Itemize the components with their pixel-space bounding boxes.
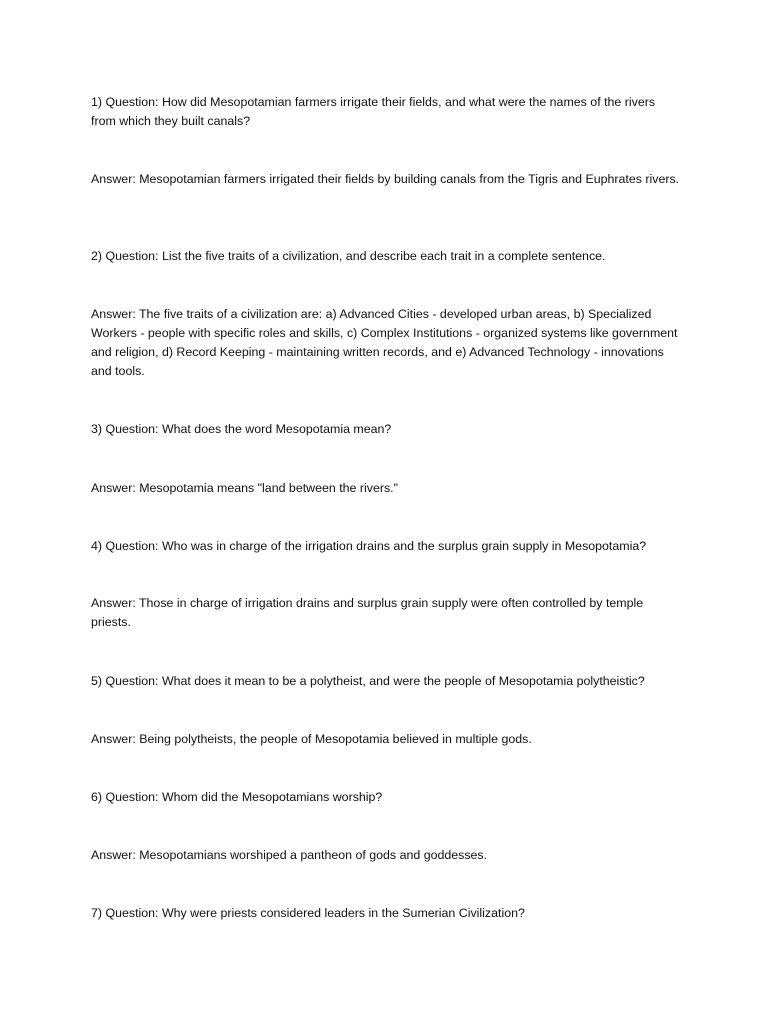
question-5-text: 5) Question: What does it mean to be a polytheist, and were the people of Mesopotamia polytheistic? [91,674,645,688]
answer-3-text: Answer: Mesopotamia means "land between the rivers." [91,481,399,495]
question-3-text: 3) Question: What does the word Mesopotamia mean? [91,422,392,436]
question-2-text: 2) Question: List the five traits of a civilization, and describe each trait in a complete sentence. [91,249,606,263]
question-7-text: 7) Question: Why were priests considered leaders in the Sumerian Civilization? [91,906,525,920]
answer-6-text: Answer: Mesopotamians worshiped a pantheon of gods and goddesses. [91,848,488,862]
answer-4-text: Answer: Those in charge of irrigation drains and surplus grain supply were often controlled by temple priests. [91,596,644,629]
answer-5-text: Answer: Being polytheists, the people of Mesopotamia believed in multiple gods. [91,732,532,746]
question-1-text: 1) Question: How did Mesopotamian farmers irrigate their fields, and what were the names of the rivers from which they built canals? [91,95,656,128]
answer-1-text: Answer: Mesopotamian farmers irrigated their fields by building canals from the Tigris and Euphrates rivers. [91,172,680,186]
question-4-text: 4) Question: Who was in charge of the irrigation drains and the surplus grain supply in Mesopotamia? [91,539,647,553]
answer-2-text: Answer: The five traits of a civilization are: a) Advanced Cities - developed urban areas, b) Specialized Workers - people with specific roles and skills, c) Complex Institutions - organized systems like government and religion, d) Record Keeping - maintaining written records, and e) Advanced Technology - innovations and tools. [91,307,678,378]
question-6-text: 6) Question: Whom did the Mesopotamians worship? [91,790,383,804]
